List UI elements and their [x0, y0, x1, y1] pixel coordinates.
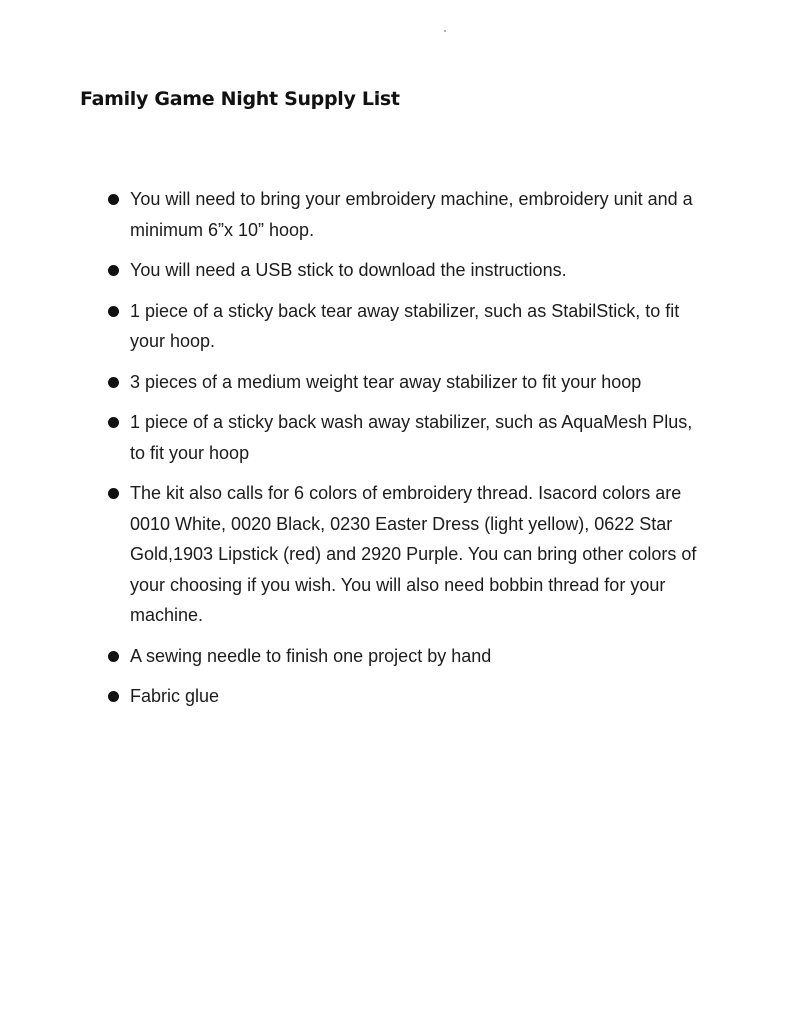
- bullet-icon: [108, 417, 119, 428]
- list-item: [105, 641, 705, 672]
- list-item-text: The kit also calls for 6 colors of embroidery thread. Isacord colors are 0010 White, 0020 Black, 0230 Easter Dress (light yellow), 0622 Star Gold,1903 Lipstick (red) and 2920 Purple. You can bring other colors of your choosing if you wish. You will also need bobbin thread for your machine.: [130, 483, 697, 625]
- list-item-text: 3 pieces of a medium weight tear away stabilizer to fit your hoop: [130, 371, 642, 392]
- bullet-icon: [108, 691, 119, 702]
- list-item: [105, 407, 705, 468]
- document-title: Family Game Night Supply List: [80, 88, 400, 110]
- list-item-text: 1 piece of a sticky back wash away stabilizer, such as AquaMesh Plus, to fit your hoop: [130, 412, 693, 463]
- list-item: [105, 296, 705, 357]
- supply-list: [105, 184, 705, 722]
- bullet-icon: [108, 194, 119, 205]
- list-item: [105, 184, 705, 245]
- list-item-text: 1 piece of a sticky back tear away stabilizer, such as StabilStick, to fit your hoop.: [130, 300, 680, 351]
- bullet-icon: [108, 651, 119, 662]
- bullet-icon: [108, 377, 119, 388]
- list-item-text: You will need to bring your embroidery machine, embroidery unit and a minimum 6”x 10” hoop.: [130, 189, 693, 240]
- list-item: [105, 255, 705, 286]
- list-item-text: A sewing needle to finish one project by hand: [130, 645, 492, 666]
- bullet-icon: [108, 306, 119, 317]
- list-item-text: You will need a USB stick to download the instructions.: [130, 260, 567, 280]
- list-item: [105, 478, 705, 631]
- scan-speck: [444, 30, 446, 32]
- bullet-icon: [108, 265, 119, 276]
- list-item: [105, 681, 705, 712]
- list-item: [105, 367, 705, 398]
- list-item-text: Fabric glue: [130, 686, 220, 706]
- bullet-icon: [108, 488, 119, 499]
